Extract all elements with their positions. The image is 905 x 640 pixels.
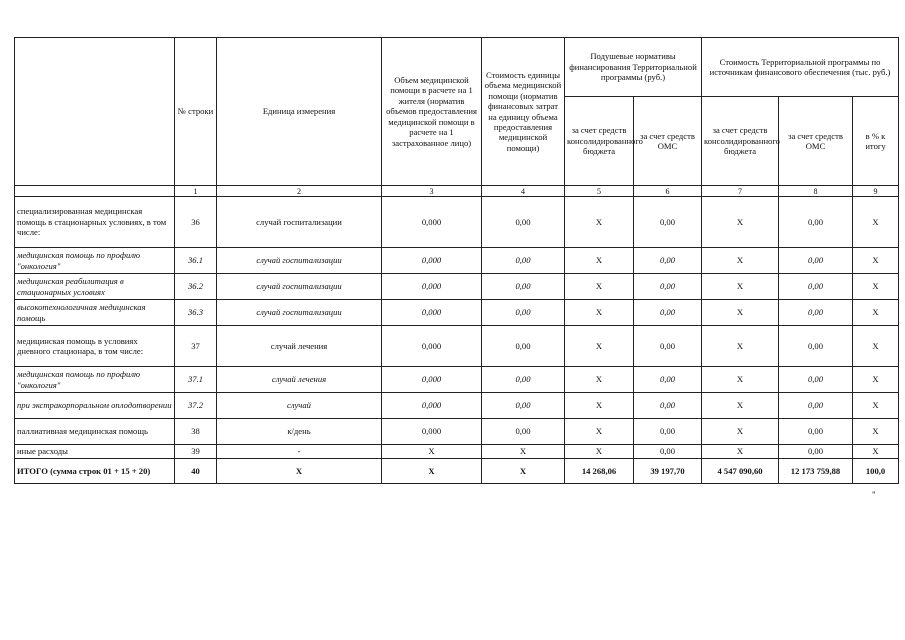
row-col9: X [853,274,899,300]
header-cost-group: Стоимость Территориальной программы по источникам финансового обеспечения (тыс. руб.) [702,38,899,97]
table-row [15,326,899,367]
row-unit: случай [217,393,382,419]
row-col6: 0,00 [634,274,702,300]
row-name: иные расходы [15,445,175,459]
closing-quote-mark: " [872,490,876,500]
row-col3: X [382,445,482,459]
header-col3: Объем медицинской помощи в расчете на 1 жителя (норматив объемов предоставления медицинской помощи в расчете на 1 застрахованное лицо) [382,38,482,186]
row-col7: X [702,419,779,445]
row-col5: X [565,248,634,274]
row-col3: 0,000 [382,300,482,326]
total-number: 40 [175,459,217,484]
total-unit: X [217,459,382,484]
header-col6: за счет средств ОМС [634,97,702,186]
header-row-1 [15,38,899,97]
row-number: 37 [175,326,217,367]
row-col6: 0,00 [634,393,702,419]
row-col7: X [702,326,779,367]
row-unit: - [217,445,382,459]
row-col7: X [702,197,779,248]
row-col6: 0,00 [634,367,702,393]
row-name: паллиативная медицинская помощь [15,419,175,445]
row-col3: 0,000 [382,197,482,248]
row-col7: X [702,248,779,274]
table-row [15,419,899,445]
row-col5: X [565,326,634,367]
row-col8: 0,00 [779,419,853,445]
row-col8: 0,00 [779,393,853,419]
row-col4: 0,00 [482,393,565,419]
row-number: 36 [175,197,217,248]
column-number: 5 [565,186,634,197]
column-number: 3 [382,186,482,197]
row-col4: 0,00 [482,274,565,300]
row-col9: X [853,393,899,419]
row-col5: X [565,419,634,445]
header-col4: Стоимость единицы объема медицинской помощи (норматив финансовых затрат на единицу объема предоставления медицинской помощи) [482,38,565,186]
row-col3: 0,000 [382,367,482,393]
row-col5: X [565,445,634,459]
table-row [15,274,899,300]
table-row [15,300,899,326]
row-unit: случай лечения [217,326,382,367]
total-name: ИТОГО (сумма строк 01 + 15 + 20) [15,459,175,484]
row-col3: 0,000 [382,274,482,300]
financing-table [14,37,899,484]
column-number: 6 [634,186,702,197]
table-row [15,393,899,419]
header-per-capita-group: Подушевые нормативы финансирования Территориальной программы (руб.) [565,38,702,97]
document-sheet [14,37,891,484]
total-col5: 14 268,06 [565,459,634,484]
total-row [15,459,899,484]
row-col4: 0,00 [482,300,565,326]
row-col3: 0,000 [382,393,482,419]
row-col8: 0,00 [779,445,853,459]
row-col4: 0,00 [482,197,565,248]
row-col8: 0,00 [779,367,853,393]
total-col3: X [382,459,482,484]
total-col6: 39 197,70 [634,459,702,484]
column-number: 4 [482,186,565,197]
table-row [15,197,899,248]
row-col8: 0,00 [779,248,853,274]
row-number: 36.2 [175,274,217,300]
header-row-no: № строки [175,38,217,186]
row-col6: 0,00 [634,300,702,326]
row-col6: 0,00 [634,197,702,248]
row-col7: X [702,393,779,419]
row-col7: X [702,445,779,459]
row-number: 37.1 [175,367,217,393]
header-col9: в % к итогу [853,97,899,186]
row-col9: X [853,367,899,393]
row-col6: 0,00 [634,326,702,367]
row-unit: к/день [217,419,382,445]
total-col9: 100,0 [853,459,899,484]
row-col3: 0,000 [382,419,482,445]
row-col4: 0,00 [482,419,565,445]
row-name: медицинская помощь по профилю "онкология" [15,248,175,274]
row-col8: 0,00 [779,274,853,300]
table-row [15,445,899,459]
column-number: 8 [779,186,853,197]
row-col5: X [565,300,634,326]
header-col8: за счет средств ОМС [779,97,853,186]
row-col8: 0,00 [779,197,853,248]
row-col8: 0,00 [779,326,853,367]
row-name: при экстракорпоральном оплодотворении [15,393,175,419]
row-number: 36.3 [175,300,217,326]
header-name-cell [15,38,175,186]
row-col5: X [565,274,634,300]
row-unit: случай госпитализации [217,197,382,248]
row-col4: 0,00 [482,326,565,367]
row-col7: X [702,300,779,326]
row-col9: X [853,300,899,326]
row-col5: X [565,393,634,419]
column-number-empty [15,186,175,197]
row-name: медицинская помощь в условиях дневного стационара, в том числе: [15,326,175,367]
row-unit: случай госпитализации [217,300,382,326]
total-col4: X [482,459,565,484]
row-col4: 0,00 [482,248,565,274]
column-number: 1 [175,186,217,197]
row-col6: 0,00 [634,248,702,274]
total-col7: 4 547 090,60 [702,459,779,484]
row-col9: X [853,419,899,445]
row-col6: 0,00 [634,445,702,459]
row-col5: X [565,197,634,248]
row-number: 39 [175,445,217,459]
row-number: 37.2 [175,393,217,419]
row-name: высокотехнологичная медицинская помощь [15,300,175,326]
row-col5: X [565,367,634,393]
row-col9: X [853,248,899,274]
row-col6: 0,00 [634,419,702,445]
row-number: 38 [175,419,217,445]
row-unit: случай госпитализации [217,274,382,300]
header-col7: за счет средств консолидированного бюджета [702,97,779,186]
column-number: 2 [217,186,382,197]
row-col7: X [702,367,779,393]
column-number-row [15,186,899,197]
row-unit: случай госпитализации [217,248,382,274]
header-col5: за счет средств консолидированного бюджета [565,97,634,186]
row-col9: X [853,326,899,367]
row-name: медицинская помощь по профилю "онкология" [15,367,175,393]
row-col8: 0,00 [779,300,853,326]
row-name: специализированная медицинская помощь в стационарных условиях, в том числе: [15,197,175,248]
row-name: медицинская реабилитация в стационарных условиях [15,274,175,300]
row-col9: X [853,197,899,248]
row-unit: случай лечения [217,367,382,393]
row-col4: 0,00 [482,367,565,393]
total-col8: 12 173 759,88 [779,459,853,484]
row-number: 36.1 [175,248,217,274]
row-col9: X [853,445,899,459]
column-number: 9 [853,186,899,197]
row-col3: 0,000 [382,326,482,367]
row-col4: X [482,445,565,459]
header-unit: Единица измерения [217,38,382,186]
row-col3: 0,000 [382,248,482,274]
table-row [15,248,899,274]
row-col7: X [702,274,779,300]
column-number: 7 [702,186,779,197]
table-row [15,367,899,393]
